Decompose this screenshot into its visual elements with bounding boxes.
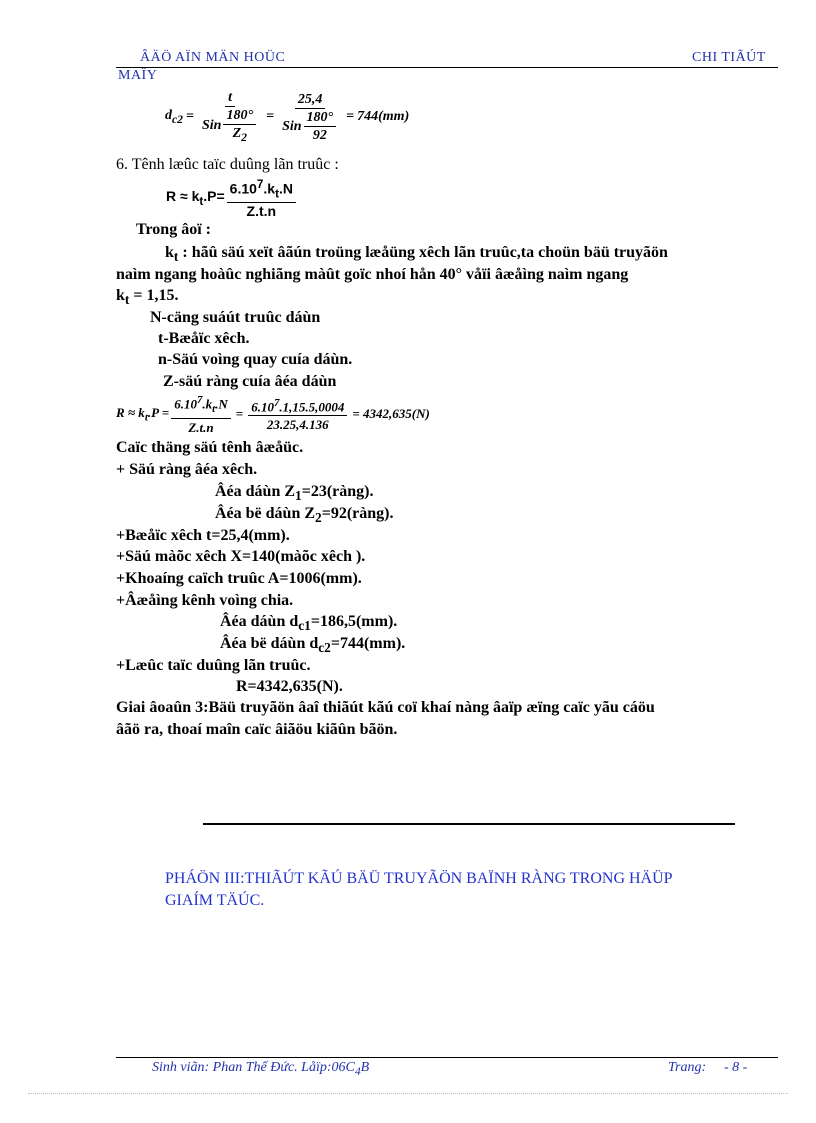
summary-center-distance: +Khoaíng caïch truûc A=1006(mm). xyxy=(116,570,362,587)
page-bottom-border xyxy=(28,1093,788,1094)
equation-dc2: $d_{c2}$ = t Sin $\frac{180^\circ}{Z_2}$ = 25,4 Sin $\frac{180^\circ}{92}$ = 744(mm) xyxy=(165,89,410,144)
summary-teeth-title: + Säú ràng âéa xêch. xyxy=(116,461,258,478)
summary-z1: Âéa dáùn $Z_1=23(ràng)$. xyxy=(215,483,374,504)
summary-diameter-title: +Âæåìng kênh voìng chia. xyxy=(116,592,294,609)
footer-rule xyxy=(116,1057,778,1058)
def-t: t-Bæåïc xêch. xyxy=(158,330,250,347)
summary-z2: Âéa bë dáùn $Z_2=92(ràng)$. xyxy=(215,505,394,526)
part3-title-line2: GIAÍM TÄÚC. xyxy=(165,892,265,909)
summary-title: Caïc thäng säú tênh âæåüc. xyxy=(116,439,304,456)
header-rule xyxy=(116,67,778,68)
section-6-title: 6. Tênh læûc taïc duûng lãn truûc : xyxy=(116,156,339,173)
summary-links: +Säú màõc xêch X=140(màõc xêch ). xyxy=(116,548,366,565)
conclusion-line2: âãö ra, thoaí maîn caïc âiãöu kiãûn bãön. xyxy=(116,721,398,738)
equation-R-general: $R \approx k_t.P=$ $\frac{6.10^7.k_t.N}{Z.t.n}$ xyxy=(166,178,298,218)
def-n: n-Säú voìng quay cuía dáùn. xyxy=(158,351,353,368)
kt-description-line2: naìm ngang hoàûc nghiãng màût goïc nhoí hån 40° våïi âæåìng naìm ngang xyxy=(116,266,629,283)
kt-value: $k_t = 1,15$. xyxy=(116,287,179,308)
def-N: N-cäng suáút truûc dáùn xyxy=(150,309,321,326)
footer-page-number: - 8 - xyxy=(724,1060,748,1075)
header-continuation: MAÏY xyxy=(118,68,158,83)
equation-R-numeric: $R \approx k_t.P$ = $\frac{6.10^7.k_t.N}{Z.t.n}$ = $\frac{6.10^7.1,15.5,0004}{23.25,4.136}$ = 4342,635(N) xyxy=(116,394,430,435)
where-label: Trong âoï : xyxy=(136,221,211,238)
section-separator xyxy=(203,823,735,825)
footer-student: Sinh viãn: Phan Thế Đức. $Låïp:06C_4B$ xyxy=(152,1060,370,1078)
summary-pitch: +Bæåïc xêch t=25,4(mm). xyxy=(116,527,290,544)
summary-dc2: Âéa bë dáùn $d_{c2}=744(mm)$. xyxy=(220,635,406,656)
header-left: ÂÄÖ AÏN MÄN HOÜC xyxy=(140,50,286,65)
summary-force-value: R=4342,635(N). xyxy=(236,678,343,695)
footer-page-label: Trang: xyxy=(668,1060,707,1075)
summary-force-title: +Læûc taïc duûng lãn truûc. xyxy=(116,657,311,674)
summary-dc1: Âéa dáùn $d_{c1}=186,5(mm)$. xyxy=(220,613,398,634)
kt-description-line1: $k_t$ : hãû säú xeït âãún troüng læåüng xêch lãn truûc,ta choün bäü truyãön xyxy=(165,244,668,265)
def-Z: Z-säú ràng cuía âéa dáùn xyxy=(163,373,337,390)
conclusion-line1: Giai âoaûn 3:Bäü truyãön âaî thiãút kãú coï khaí nàng âaïp æïng caïc yãu cáöu xyxy=(116,699,655,716)
header-right: CHI TIÃÚT xyxy=(692,50,766,65)
part3-title-line1: PHÁÖN III:THIÃÚT KÃÚ BÄÜ TRUYÃÖN BAÏNH RÀNG TRONG HÄÜP xyxy=(165,870,673,887)
